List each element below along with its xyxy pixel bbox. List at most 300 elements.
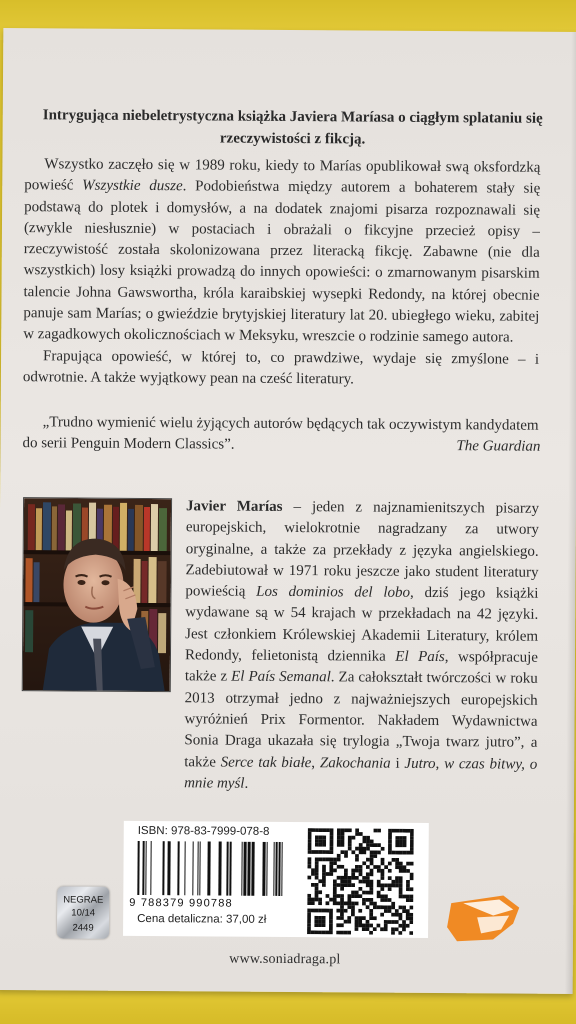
qr-module xyxy=(395,880,399,884)
qr-module xyxy=(322,839,326,843)
qr-module xyxy=(362,880,366,884)
qr-module xyxy=(403,865,407,869)
qr-module xyxy=(351,905,355,909)
qr-module xyxy=(388,862,392,866)
qr-module xyxy=(406,898,410,902)
qr-module xyxy=(391,931,395,935)
qr-module xyxy=(403,869,407,873)
qr-module xyxy=(380,913,384,917)
qr-module xyxy=(318,916,322,920)
qr-module xyxy=(358,920,362,924)
qr-module xyxy=(340,887,344,891)
qr-module xyxy=(392,829,396,833)
qr-module xyxy=(307,916,311,920)
qr-module xyxy=(399,913,403,917)
qr-module xyxy=(315,876,319,880)
qr-module xyxy=(395,851,399,855)
qr-module xyxy=(362,916,366,920)
qr-module xyxy=(355,847,359,851)
qr-module xyxy=(315,872,319,876)
qr-module xyxy=(355,902,359,906)
qr-module xyxy=(314,923,318,927)
qr-module xyxy=(384,909,388,913)
qr-module xyxy=(337,839,341,843)
qr-module xyxy=(373,854,377,858)
qr-module xyxy=(355,924,359,928)
qr-module xyxy=(341,843,345,847)
qr-module xyxy=(377,869,381,873)
qr-module xyxy=(374,829,378,833)
quote-source: The Guardian xyxy=(456,438,541,455)
qr-module xyxy=(315,894,319,898)
qr-module xyxy=(380,894,384,898)
qr-module xyxy=(359,843,363,847)
qr-module xyxy=(340,905,344,909)
qr-module xyxy=(395,913,399,917)
qr-module xyxy=(315,839,319,843)
qr-module xyxy=(307,920,311,924)
qr-module xyxy=(406,887,410,891)
qr-module xyxy=(337,858,341,862)
qr-module xyxy=(330,847,334,851)
qr-module xyxy=(322,836,326,840)
qr-module xyxy=(370,880,374,884)
barcode-bar xyxy=(199,841,200,895)
qr-module xyxy=(308,857,312,861)
qr-module xyxy=(373,843,377,847)
qr-module xyxy=(330,843,334,847)
qr-module xyxy=(399,843,403,847)
qr-module xyxy=(410,898,414,902)
qr-module xyxy=(315,861,319,865)
qr-module xyxy=(358,924,362,928)
qr-module xyxy=(406,851,410,855)
qr-module xyxy=(384,927,388,931)
qr-module xyxy=(336,901,340,905)
book-title-italic: Jutro, w czas bitwy, o mnie myśl xyxy=(184,755,538,792)
qr-module xyxy=(318,920,322,924)
qr-module xyxy=(318,901,322,905)
qr-code-icon[interactable] xyxy=(307,828,414,935)
qr-module xyxy=(347,905,351,909)
qr-module xyxy=(329,872,333,876)
qr-module xyxy=(410,873,414,877)
qr-module xyxy=(322,865,326,869)
qr-module xyxy=(399,840,403,844)
qr-module xyxy=(395,862,399,866)
qr-module xyxy=(406,895,410,899)
qr-module xyxy=(370,854,374,858)
qr-module xyxy=(336,923,340,927)
barcode-bar xyxy=(197,841,198,895)
qr-module xyxy=(391,920,395,924)
qr-module xyxy=(384,865,388,869)
hologram-text: NEGRAE xyxy=(63,894,104,906)
author-bio xyxy=(184,496,539,797)
qr-module xyxy=(337,854,341,858)
qr-module xyxy=(337,843,341,847)
qr-module xyxy=(399,836,403,840)
qr-module xyxy=(340,865,344,869)
qr-module xyxy=(347,916,351,920)
author-photo xyxy=(22,497,172,692)
qr-module xyxy=(355,854,359,858)
barcode-bar xyxy=(226,842,228,896)
qr-module xyxy=(384,920,388,924)
qr-module xyxy=(369,898,373,902)
qr-module xyxy=(337,883,341,887)
qr-module xyxy=(363,836,367,840)
isbn-number: ISBN: 978-83-7999-078-8 xyxy=(137,824,270,838)
qr-module xyxy=(362,927,366,931)
qr-module xyxy=(352,836,356,840)
qr-module xyxy=(355,858,359,862)
qr-module xyxy=(322,909,326,913)
qr-module xyxy=(369,913,373,917)
qr-module xyxy=(381,876,385,880)
qr-module xyxy=(315,865,319,869)
qr-module xyxy=(311,883,315,887)
qr-module xyxy=(410,840,414,844)
qr-module xyxy=(315,898,319,902)
qr-module xyxy=(384,905,388,909)
qr-module xyxy=(398,931,402,935)
qr-module xyxy=(399,887,403,891)
qr-module xyxy=(355,876,359,880)
qr-module xyxy=(329,869,333,873)
qr-module xyxy=(340,898,344,902)
qr-module xyxy=(388,920,392,924)
qr-module xyxy=(315,887,319,891)
qr-module xyxy=(359,880,363,884)
qr-module xyxy=(322,931,326,935)
hologram-text: 10/14 xyxy=(71,907,96,919)
qr-module xyxy=(409,917,413,921)
qr-module xyxy=(315,850,319,854)
barcode-bar xyxy=(150,841,151,895)
qr-module xyxy=(366,920,370,924)
qr-module xyxy=(395,843,399,847)
qr-module xyxy=(388,905,392,909)
qr-module xyxy=(311,828,315,832)
qr-module xyxy=(358,916,362,920)
newspaper-title-italic: El País xyxy=(395,648,445,666)
qr-module xyxy=(314,931,318,935)
qr-module xyxy=(399,869,403,873)
qr-module xyxy=(329,898,333,902)
qr-module xyxy=(406,884,410,888)
qr-module xyxy=(391,927,395,931)
qr-module xyxy=(348,843,352,847)
qr-module xyxy=(351,909,355,913)
qr-module xyxy=(322,872,326,876)
qr-module xyxy=(329,861,333,865)
qr-module xyxy=(330,836,334,840)
barcode-digits: 9 788379 990788 xyxy=(129,896,233,910)
qr-module xyxy=(344,909,348,913)
qr-module xyxy=(329,916,333,920)
qr-module xyxy=(322,868,326,872)
qr-module xyxy=(340,894,344,898)
barcode-bar xyxy=(251,842,254,896)
bio-text: . Za całokształt twórczości w roku 2013 otrzymał jedno z najważniejszych europejskich wyróżnień Prix Formentor. Nakładem Wydawnictwa Sonia Draga ukazała się trylogia „Twoja twarz jutro”, a także xyxy=(184,669,538,771)
qr-module xyxy=(322,876,326,880)
qr-module xyxy=(362,850,366,854)
qr-module xyxy=(355,891,359,895)
qr-module xyxy=(330,850,334,854)
qr-module xyxy=(377,883,381,887)
qr-module xyxy=(399,880,403,884)
qr-module xyxy=(333,869,337,873)
qr-module xyxy=(318,909,322,913)
qr-module xyxy=(399,829,403,833)
qr-module xyxy=(373,902,377,906)
book-title-italic: Los dominios del lobo xyxy=(256,583,411,602)
qr-module xyxy=(384,898,388,902)
qr-module xyxy=(337,828,341,832)
qr-module xyxy=(347,898,351,902)
qr-module xyxy=(337,894,341,898)
qr-module xyxy=(391,880,395,884)
qr-module xyxy=(381,847,385,851)
qr-module xyxy=(359,872,363,876)
qr-module xyxy=(373,905,377,909)
qr-module xyxy=(369,909,373,913)
bio-text: , współpracuje także z xyxy=(184,649,539,685)
qr-module xyxy=(388,884,392,888)
qr-module xyxy=(326,850,330,854)
qr-module xyxy=(366,865,370,869)
qr-module xyxy=(340,931,344,935)
qr-module xyxy=(333,861,337,865)
qr-module xyxy=(388,832,392,836)
barcode-bar xyxy=(278,842,280,896)
barcode-bar xyxy=(167,841,170,895)
bio-text: , xyxy=(311,754,320,771)
qr-module xyxy=(388,829,392,833)
qr-module xyxy=(366,883,370,887)
qr-module xyxy=(370,872,374,876)
qr-module xyxy=(319,836,323,840)
qr-module xyxy=(381,858,385,862)
qr-module xyxy=(366,843,370,847)
qr-module xyxy=(341,828,345,832)
qr-module xyxy=(366,898,370,902)
qr-module xyxy=(315,828,319,832)
qr-module xyxy=(363,839,367,843)
magazine-title-italic: El País Semanal xyxy=(231,668,331,686)
qr-module xyxy=(307,898,311,902)
qr-module xyxy=(377,865,381,869)
qr-module xyxy=(348,828,352,832)
author-name: Javier Marías xyxy=(185,498,283,515)
qr-module xyxy=(329,931,333,935)
qr-module xyxy=(329,923,333,927)
qr-module xyxy=(318,879,322,883)
barcode-bar xyxy=(243,842,246,896)
barcode-bar xyxy=(275,842,277,896)
qr-module xyxy=(308,835,312,839)
qr-module xyxy=(399,906,403,910)
qr-module xyxy=(326,894,330,898)
qr-module xyxy=(308,832,312,836)
qr-module xyxy=(333,901,337,905)
description-text: . Podobieństwa między autorem a bohaterem stały się podstawą do plotek i domysłów, a na dodatek znajomi pisarza rozpoznawali się (zwykle niesłusznie) w postaciach i obrażali o fikcyjne przecież opisy – rzeczywistość została skolonizowana przez literacką fikcję. Zabawne (nie dla wszystkich) losy książki prowadzą do innych opowieści: o zmarnowanym pisarskim talencie Johna Gawswortha, króla karaibskiej wysepki Redondy, na której obecnie panuje sam Marías; o gwieździe brytyjskiej literatury lat 20. ubiegłego wieku, zabitej w zagadkowych okolicznościach w Meksyku, wreszcie o rodzinie samego autora. xyxy=(23,178,541,346)
bio-text: i xyxy=(390,755,405,772)
qr-module xyxy=(395,876,399,880)
qr-module xyxy=(366,905,370,909)
qr-module xyxy=(307,909,311,913)
qr-module xyxy=(406,917,410,921)
qr-module xyxy=(336,931,340,935)
description-paragraph-2: Frapująca opowieść, w której to, co prawdziwe, wydaje się zmyślone – i odwrotnie. A także wyjątkowy pean na cześć literatury. xyxy=(22,347,540,388)
qr-module xyxy=(347,920,351,924)
qr-module xyxy=(362,847,366,851)
qr-module xyxy=(325,931,329,935)
barcode-bar xyxy=(262,842,265,896)
qr-module xyxy=(366,876,370,880)
qr-module xyxy=(307,927,311,931)
qr-module xyxy=(388,887,392,891)
qr-module xyxy=(403,843,407,847)
qr-module xyxy=(359,869,363,873)
qr-module xyxy=(341,836,345,840)
qr-module xyxy=(337,865,341,869)
qr-module xyxy=(351,872,355,876)
qr-module xyxy=(359,832,363,836)
qr-module xyxy=(347,902,351,906)
qr-module xyxy=(308,839,312,843)
qr-module xyxy=(362,902,366,906)
qr-module xyxy=(362,891,366,895)
qr-module xyxy=(351,850,355,854)
qr-module xyxy=(410,833,414,837)
qr-module xyxy=(406,913,410,917)
barcode-bar xyxy=(137,841,139,895)
qr-module xyxy=(308,846,312,850)
qr-module xyxy=(344,876,348,880)
qr-module xyxy=(355,916,359,920)
qr-module xyxy=(403,829,407,833)
qr-module xyxy=(319,850,323,854)
qr-module xyxy=(377,829,381,833)
qr-module xyxy=(399,851,403,855)
qr-module xyxy=(410,913,414,917)
qr-module xyxy=(322,923,326,927)
qr-module xyxy=(351,883,355,887)
qr-module xyxy=(377,851,381,855)
publisher-website: www.soniadraga.pl xyxy=(229,951,341,968)
qr-module xyxy=(377,924,381,928)
barcode-bar xyxy=(229,842,231,896)
qr-module xyxy=(399,884,403,888)
qr-module xyxy=(311,872,315,876)
qr-module xyxy=(340,880,344,884)
qr-module xyxy=(395,829,399,833)
qr-module xyxy=(326,858,330,862)
qr-module xyxy=(355,869,359,873)
qr-module xyxy=(380,927,384,931)
qr-module xyxy=(366,840,370,844)
qr-module xyxy=(322,916,326,920)
qr-module xyxy=(307,912,311,916)
qr-module xyxy=(333,858,337,862)
qr-module xyxy=(308,843,312,847)
barcode-bar xyxy=(281,842,282,896)
qr-module xyxy=(333,890,337,894)
qr-module xyxy=(318,890,322,894)
qr-module xyxy=(380,887,384,891)
qr-module xyxy=(384,924,388,928)
qr-module xyxy=(344,869,348,873)
qr-module xyxy=(395,884,399,888)
qr-module xyxy=(402,927,406,931)
qr-module xyxy=(337,876,341,880)
qr-module xyxy=(330,828,334,832)
qr-module xyxy=(403,836,407,840)
qr-module xyxy=(326,828,330,832)
barcode-bar xyxy=(142,841,144,895)
qr-module xyxy=(373,865,377,869)
barcode-bar xyxy=(184,841,185,895)
qr-module xyxy=(351,902,355,906)
qr-module xyxy=(392,858,396,862)
qr-module xyxy=(344,920,348,924)
qr-module xyxy=(410,843,414,847)
book-back-cover xyxy=(0,28,576,994)
qr-module xyxy=(341,839,345,843)
quote-text: „Trudno wymienić wielu żyjących autorów będących tak oczywistym kandydatem do serii Penguin Modern Classics”. xyxy=(22,414,539,453)
lead-blurb: Intrygująca niebeletrystyczna książka Javiera Maríasa o ciągłym splataniu się rzeczywistości z fikcją. xyxy=(42,107,543,148)
qr-module xyxy=(319,857,323,861)
qr-module xyxy=(377,905,381,909)
qr-module xyxy=(351,891,355,895)
barcode-bar xyxy=(218,842,221,896)
qr-module xyxy=(322,857,326,861)
qr-module xyxy=(308,828,312,832)
qr-module xyxy=(406,862,410,866)
qr-module xyxy=(307,923,311,927)
qr-module xyxy=(399,917,403,921)
qr-module xyxy=(333,887,337,891)
qr-module xyxy=(402,924,406,928)
qr-module xyxy=(381,869,385,873)
description-text: Wszystko zaczęło się w 1989 roku, kiedy to Marías opublikował swą oksfordzką powieść xyxy=(24,156,541,194)
qr-module xyxy=(340,876,344,880)
qr-module xyxy=(388,851,392,855)
qr-module xyxy=(410,851,414,855)
qr-module xyxy=(402,920,406,924)
qr-module xyxy=(355,828,359,832)
qr-module xyxy=(336,909,340,913)
qr-module xyxy=(348,876,352,880)
qr-module xyxy=(307,894,311,898)
qr-module xyxy=(395,840,399,844)
barcode-label xyxy=(123,821,429,938)
qr-module xyxy=(388,876,392,880)
qr-module xyxy=(381,873,385,877)
qr-module xyxy=(348,883,352,887)
qr-module xyxy=(329,920,333,924)
hologram-sticker xyxy=(57,886,109,938)
barcode-bar xyxy=(145,841,146,895)
qr-module xyxy=(370,861,374,865)
qr-module xyxy=(384,884,388,888)
qr-module xyxy=(355,865,359,869)
qr-module xyxy=(366,858,370,862)
qr-module xyxy=(307,876,311,880)
qr-module xyxy=(330,832,334,836)
